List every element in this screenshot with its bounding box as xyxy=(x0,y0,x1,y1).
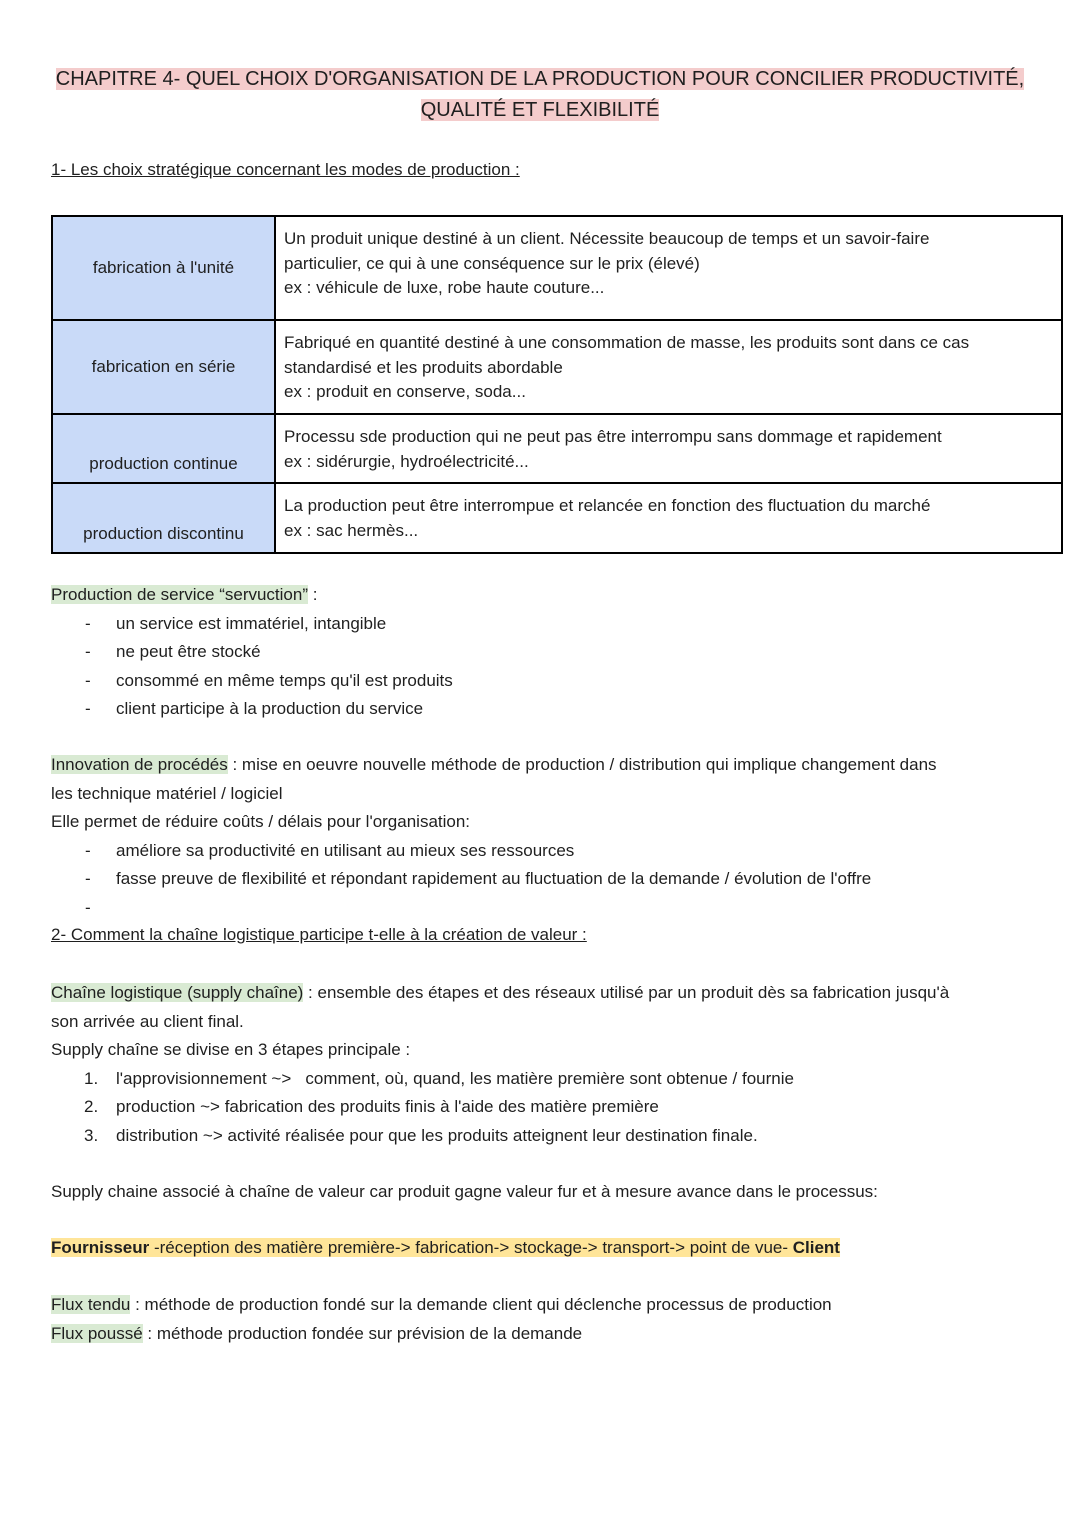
table-row xyxy=(52,414,1062,483)
section-2-heading: 2- Comment la chaîne logistique participe t-elle à la création de valeur : xyxy=(51,925,587,944)
title-line-2: QUALITÉ ET FLEXIBILITÉ xyxy=(420,99,660,121)
row-description xyxy=(275,320,1062,414)
step-text: production ~> fabrication des produits finis à l'aide des matière première xyxy=(116,1097,659,1116)
table-row xyxy=(52,320,1062,414)
description-line: La production peut être interrompue et relancée en fonction des fluctuation du marché xyxy=(284,496,931,515)
step-number: 3. xyxy=(84,1125,99,1145)
supply-chain-term: Chaîne logistique (supply chaîne) xyxy=(51,983,304,1002)
value-sentence: Supply chaine associé à chaîne de valeur car produit gagne valeur fur et à mesure avance dans le processus: xyxy=(51,1182,878,1201)
flux-tendu-term: Flux tendu xyxy=(51,1295,131,1314)
flux-block xyxy=(51,1291,1051,1348)
description-line: ex : produit en conserve, soda... xyxy=(284,382,526,401)
innovation-block xyxy=(51,751,1051,922)
row-label: production discontinu xyxy=(52,483,275,553)
innovation-intro: Elle permet de réduire coûts / délais pour l'organisation: xyxy=(51,812,471,831)
section-1-heading: 1- Les choix stratégique concernant les modes de production : xyxy=(51,160,520,179)
chain-start: Fournisseur xyxy=(51,1238,150,1257)
step-text: distribution ~> activité réalisée pour que les produits atteignent leur destination finale. xyxy=(116,1125,758,1145)
description-line: ex : sac hermès... xyxy=(284,520,419,540)
innovation-term: Innovation de procédés xyxy=(51,755,228,774)
value-chain-line xyxy=(51,1234,1051,1263)
supply-chain-block xyxy=(51,979,1051,1150)
row-label: production continue xyxy=(52,414,275,483)
list-item: - fasse preuve de flexibilité et répondant rapidement au fluctuation de la demande / évolution de l'offre xyxy=(51,865,1051,894)
supply-steps-list xyxy=(51,1065,1051,1151)
table-row xyxy=(52,483,1062,553)
list-item: - améliore sa productivité en utilisant au mieux ses ressources xyxy=(51,837,1051,866)
servuction-term: Production de service “servuction” xyxy=(51,585,309,604)
description-line: ex : sidérurgie, hydroélectricité... xyxy=(284,451,529,471)
list-item xyxy=(51,1093,1051,1122)
servuction-block xyxy=(51,581,1041,724)
description-line: ex : véhicule de luxe, robe haute couture... xyxy=(284,278,605,297)
list-item xyxy=(51,1122,1051,1151)
flux-pousse-term: Flux poussé xyxy=(51,1323,143,1343)
supply-chain-definition-cont: son arrivée au client final. xyxy=(51,1011,244,1031)
row-description xyxy=(275,414,1062,483)
steps-intro: Supply chaîne se divise en 3 étapes principale : xyxy=(51,1040,411,1059)
table-row xyxy=(52,216,1062,320)
production-modes-table xyxy=(51,215,1063,554)
list-item: - ne peut être stocké xyxy=(51,638,1041,667)
servuction-suffix: : xyxy=(308,585,318,604)
innovation-list xyxy=(51,837,1051,923)
flux-pousse-definition: : méthode production fondée sur prévision de la demande xyxy=(142,1323,583,1343)
row-label: fabrication en série xyxy=(52,320,275,414)
supply-chain-definition: : ensemble des étapes et des réseaux utilisé par un produit dès sa fabrication jusqu'à xyxy=(303,983,950,1002)
description-line: Processu sde production qui ne peut pas être interrompu sans dommage et rapidement xyxy=(284,427,942,446)
step-number: 1. xyxy=(84,1068,99,1088)
value-chain-highlight xyxy=(51,1238,840,1257)
row-description xyxy=(275,216,1062,320)
servuction-list xyxy=(51,610,1041,724)
description-line: Fabriqué en quantité destiné à une consommation de masse, les produits sont dans ce cas xyxy=(284,333,970,352)
row-label: fabrication à l'unité xyxy=(52,216,275,320)
chain-end: Client xyxy=(792,1238,840,1257)
list-item xyxy=(51,894,1051,923)
description-line: Un produit unique destiné à un client. Nécessite beaucoup de temps et un savoir-faire xyxy=(284,229,930,248)
innovation-definition: : mise en oeuvre nouvelle méthode de production / distribution qui implique changement dans xyxy=(227,755,937,774)
list-item xyxy=(51,1065,1051,1094)
list-item: - un service est immatériel, intangible xyxy=(51,610,1041,639)
description-line: particulier, ce qui à une conséquence sur le prix (élevé) xyxy=(284,253,700,273)
chain-middle: -réception des matière première-> fabrication-> stockage-> transport-> point de vue- xyxy=(149,1238,793,1257)
description-line: standardisé et les produits abordable xyxy=(284,357,563,377)
page-title xyxy=(0,64,1080,126)
list-item: - client participe à la production du service xyxy=(51,695,1041,724)
row-description xyxy=(275,483,1062,553)
flux-tendu-definition: : méthode de production fondé sur la demande client qui déclenche processus de production xyxy=(130,1295,832,1314)
list-item: - consommé en même temps qu'il est produits xyxy=(51,667,1041,696)
innovation-definition-cont: les technique matériel / logiciel xyxy=(51,783,283,803)
step-number: 2. xyxy=(84,1097,99,1116)
step-text: l'approvisionnement ~> comment, où, quand, les matière première sont obtenue / fournie xyxy=(116,1068,794,1088)
title-line-1: CHAPITRE 4- QUEL CHOIX D'ORGANISATION DE LA PRODUCTION POUR CONCILIER PRODUCTIVITÉ, xyxy=(55,68,1025,90)
